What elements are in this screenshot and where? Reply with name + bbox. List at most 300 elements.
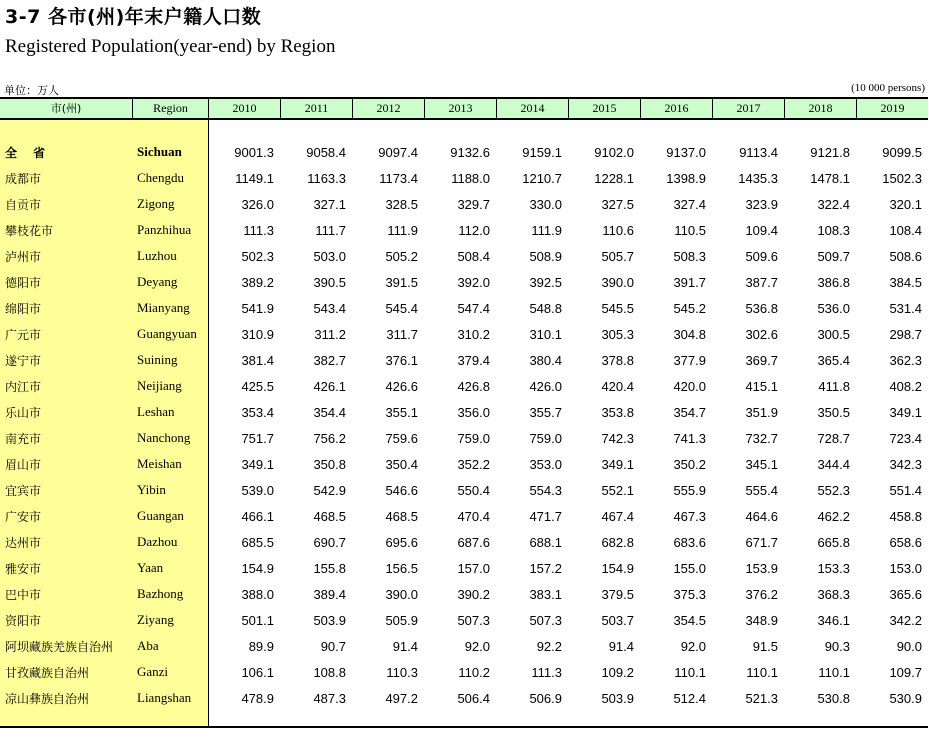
population-value: 1149.1 [235, 170, 274, 186]
population-value: 348.9 [745, 612, 778, 628]
population-value: 386.8 [817, 274, 850, 290]
population-value: 154.9 [601, 560, 634, 576]
table-row [0, 347, 928, 373]
population-value: 542.9 [313, 482, 346, 498]
region-name-en: Yaan [137, 560, 164, 575]
population-value: 759.6 [385, 430, 418, 446]
population-value: 9132.6 [450, 144, 490, 160]
population-value: 310.9 [241, 326, 274, 342]
header-year: 2014 [496, 99, 568, 118]
page-title-english: Registered Population(year-end) by Region [5, 36, 336, 57]
population-value: 467.4 [601, 508, 634, 524]
population-value: 110.1 [674, 664, 706, 680]
population-value: 426.0 [529, 378, 562, 394]
population-value: 90.0 [896, 638, 922, 654]
population-value: 311.7 [386, 326, 418, 342]
region-name-cn: 达州市 [5, 535, 42, 550]
population-value: 1435.3 [738, 170, 778, 186]
region-name-en: Yibin [137, 482, 166, 497]
population-value: 732.7 [745, 430, 778, 446]
population-value: 552.3 [817, 482, 850, 498]
population-value: 390.0 [601, 274, 634, 290]
region-name-cn: 广安市 [5, 509, 42, 524]
population-value: 310.1 [529, 326, 562, 342]
table-body [0, 139, 928, 711]
population-value: 110.1 [818, 664, 850, 680]
table-row [0, 581, 928, 607]
population-value: 91.4 [392, 638, 418, 654]
population-value: 9058.4 [306, 144, 346, 160]
population-value: 153.3 [817, 560, 850, 576]
table-row [0, 295, 928, 321]
population-value: 688.1 [529, 534, 562, 550]
region-name-en: Aba [137, 638, 159, 653]
population-value: 392.0 [457, 274, 490, 290]
population-value: 300.5 [817, 326, 850, 342]
population-value: 506.4 [457, 690, 490, 706]
population-value: 690.7 [313, 534, 346, 550]
population-value: 154.9 [241, 560, 274, 576]
region-name-en: Ziyang [137, 612, 174, 627]
population-value: 110.3 [386, 664, 418, 680]
population-value: 342.3 [889, 456, 922, 472]
population-value: 1228.1 [594, 170, 634, 186]
population-value: 384.5 [889, 274, 922, 290]
population-value: 550.4 [457, 482, 490, 498]
region-name-en: Guangan [137, 508, 184, 523]
population-value: 349.1 [601, 456, 634, 472]
population-value: 547.4 [457, 300, 490, 316]
region-name-en: Bazhong [137, 586, 184, 601]
population-value: 665.8 [817, 534, 850, 550]
population-value: 467.3 [673, 508, 706, 524]
region-name-cn: 内江市 [5, 379, 42, 394]
table-row [0, 529, 928, 555]
population-value: 1210.7 [522, 170, 562, 186]
population-value: 391.5 [385, 274, 418, 290]
header-year: 2012 [352, 99, 424, 118]
population-value: 742.3 [601, 430, 634, 446]
population-value: 376.1 [385, 352, 418, 368]
population-value: 9159.1 [522, 144, 562, 160]
population-value: 328.5 [385, 196, 418, 212]
population-value: 541.9 [241, 300, 274, 316]
region-name-cn: 甘孜藏族自治州 [5, 665, 90, 680]
population-value: 106.1 [241, 664, 274, 680]
population-value: 728.7 [817, 430, 850, 446]
population-value: 349.1 [241, 456, 274, 472]
population-value: 426.1 [313, 378, 346, 394]
population-value: 390.5 [313, 274, 346, 290]
population-value: 548.8 [529, 300, 562, 316]
population-value: 759.0 [457, 430, 490, 446]
population-value: 327.5 [601, 196, 634, 212]
population-value: 354.5 [673, 612, 706, 628]
table-row [0, 425, 928, 451]
population-value: 349.1 [889, 404, 922, 420]
population-value: 390.0 [385, 586, 418, 602]
population-value: 353.0 [529, 456, 562, 472]
table-header [0, 97, 928, 120]
region-name-cn: 成都市 [5, 171, 42, 186]
population-value: 379.5 [601, 586, 634, 602]
population-value: 304.8 [673, 326, 706, 342]
region-name-en: Liangshan [137, 690, 192, 705]
population-value: 91.5 [752, 638, 778, 654]
population-value: 92.0 [680, 638, 706, 654]
region-name-cn: 雅安市 [5, 561, 42, 576]
table-row [0, 555, 928, 581]
region-name-cn: 眉山市 [5, 457, 42, 472]
population-value: 521.3 [745, 690, 778, 706]
region-name-cn: 攀枝花市 [5, 223, 54, 238]
population-value: 682.8 [601, 534, 634, 550]
region-name-cn: 绵阳市 [5, 301, 42, 316]
population-value: 92.2 [536, 638, 562, 654]
table-row [0, 607, 928, 633]
region-name-cn: 巴中市 [5, 587, 42, 602]
population-value: 426.8 [457, 378, 490, 394]
region-name-en: Panzhihua [137, 222, 192, 237]
header-year: 2010 [208, 99, 280, 118]
population-value: 425.5 [241, 378, 274, 394]
population-value: 350.4 [385, 456, 418, 472]
population-value: 92.0 [464, 638, 490, 654]
table-row [0, 685, 928, 711]
population-value: 1478.1 [810, 170, 850, 186]
population-value: 509.6 [745, 248, 778, 264]
unit-label-chinese: 单位：万人 [4, 84, 59, 97]
population-value: 345.1 [745, 456, 778, 472]
population-value: 415.1 [745, 378, 778, 394]
population-value: 9001.3 [234, 144, 274, 160]
population-value: 329.7 [457, 196, 490, 212]
population-value: 109.2 [601, 664, 634, 680]
population-value: 685.5 [241, 534, 274, 550]
population-value: 111.3 [243, 222, 274, 238]
region-name-cn: 乐山市 [5, 405, 42, 420]
population-value: 375.3 [673, 586, 706, 602]
population-value: 508.4 [457, 248, 490, 264]
population-value: 503.0 [313, 248, 346, 264]
population-value: 110.1 [746, 664, 778, 680]
population-value: 320.1 [889, 196, 922, 212]
population-value: 9102.0 [594, 144, 634, 160]
population-value: 111.9 [387, 222, 418, 238]
population-value: 741.3 [673, 430, 706, 446]
population-value: 378.8 [601, 352, 634, 368]
population-value: 90.7 [320, 638, 346, 654]
population-value: 365.4 [817, 352, 850, 368]
region-name-cn: 自贡市 [5, 197, 42, 212]
population-value: 508.3 [673, 248, 706, 264]
population-value: 420.4 [601, 378, 634, 394]
population-value: 108.8 [313, 664, 346, 680]
population-value: 503.7 [601, 612, 634, 628]
population-value: 1502.3 [882, 170, 922, 186]
population-value: 330.0 [529, 196, 562, 212]
population-value: 90.3 [824, 638, 850, 654]
population-value: 390.2 [457, 586, 490, 602]
population-value: 356.0 [457, 404, 490, 420]
header-year: 2011 [280, 99, 352, 118]
population-value: 110.2 [458, 664, 490, 680]
population-value: 369.7 [745, 352, 778, 368]
population-value: 507.3 [457, 612, 490, 628]
population-value: 392.5 [529, 274, 562, 290]
population-value: 112.0 [458, 222, 490, 238]
region-name-cn: 南充市 [5, 431, 42, 446]
population-value: 408.2 [889, 378, 922, 394]
table-row [0, 165, 928, 191]
population-value: 9121.8 [810, 144, 850, 160]
population-value: 382.7 [313, 352, 346, 368]
population-value: 687.6 [457, 534, 490, 550]
population-value: 302.6 [745, 326, 778, 342]
population-value: 9137.0 [666, 144, 706, 160]
population-value: 368.3 [817, 586, 850, 602]
population-value: 353.8 [601, 404, 634, 420]
population-value: 471.7 [529, 508, 562, 524]
population-value: 298.7 [889, 326, 922, 342]
population-table [0, 97, 928, 728]
population-value: 759.0 [529, 430, 562, 446]
population-value: 543.4 [313, 300, 346, 316]
table-row [0, 243, 928, 269]
region-name-en: Nanchong [137, 430, 191, 445]
population-value: 383.1 [529, 586, 562, 602]
population-value: 487.3 [313, 690, 346, 706]
region-name-cn: 遂宁市 [5, 353, 42, 368]
header-region-cn: 市(州) [0, 99, 132, 118]
population-value: 379.4 [457, 352, 490, 368]
population-value: 508.9 [529, 248, 562, 264]
region-name-en: Chengdu [137, 170, 184, 185]
table-row [0, 373, 928, 399]
unit-label-english: (10 000 persons) [851, 82, 925, 94]
population-value: 365.6 [889, 586, 922, 602]
population-value: 683.6 [673, 534, 706, 550]
region-name-cn: 广元市 [5, 327, 42, 342]
population-value: 153.0 [889, 560, 922, 576]
population-value: 695.6 [385, 534, 418, 550]
region-name-cn: 凉山彝族自治州 [5, 691, 90, 706]
population-value: 545.5 [601, 300, 634, 316]
population-value: 507.3 [529, 612, 562, 628]
population-value: 109.4 [745, 222, 778, 238]
table-row [0, 269, 928, 295]
population-value: 536.0 [817, 300, 850, 316]
population-value: 156.5 [385, 560, 418, 576]
population-value: 111.7 [315, 222, 346, 238]
region-name-en: Guangyuan [137, 326, 197, 341]
population-value: 530.9 [889, 690, 922, 706]
population-value: 350.5 [817, 404, 850, 420]
population-value: 352.2 [457, 456, 490, 472]
header-year: 2018 [784, 99, 856, 118]
region-name-en: Dazhou [137, 534, 178, 549]
population-value: 387.7 [745, 274, 778, 290]
population-value: 1173.4 [379, 170, 418, 186]
region-name-en: Meishan [137, 456, 182, 471]
population-value: 497.2 [385, 690, 418, 706]
population-value: 355.1 [385, 404, 418, 420]
region-name-en: Mianyang [137, 300, 190, 315]
table-bottom-rule [0, 726, 928, 728]
population-value: 155.8 [313, 560, 346, 576]
population-value: 1188.0 [451, 170, 490, 186]
population-value: 1163.3 [307, 170, 346, 186]
population-value: 470.4 [457, 508, 490, 524]
population-value: 503.9 [313, 612, 346, 628]
population-value: 108.3 [817, 222, 850, 238]
population-value: 322.4 [817, 196, 850, 212]
population-value: 350.2 [673, 456, 706, 472]
region-name-cn: 宜宾市 [5, 483, 42, 498]
population-value: 108.4 [889, 222, 922, 238]
population-value: 468.5 [313, 508, 346, 524]
population-value: 353.4 [241, 404, 274, 420]
region-name-en: Suining [137, 352, 178, 367]
table-row [0, 399, 928, 425]
table-row [0, 217, 928, 243]
population-value: 153.9 [745, 560, 778, 576]
population-value: 381.4 [241, 352, 274, 368]
population-value: 531.4 [889, 300, 922, 316]
region-name-en: Luzhou [137, 248, 177, 263]
population-value: 157.0 [457, 560, 490, 576]
population-value: 506.9 [529, 690, 562, 706]
population-value: 502.3 [241, 248, 274, 264]
population-value: 326.0 [241, 196, 274, 212]
table-row [0, 659, 928, 685]
region-name-cn: 德阳市 [5, 275, 42, 290]
table-row [0, 503, 928, 529]
population-value: 157.2 [529, 560, 562, 576]
table-row [0, 321, 928, 347]
population-value: 723.4 [889, 430, 922, 446]
region-name-cn: 阿坝藏族羌族自治州 [5, 639, 114, 654]
header-year: 2019 [856, 99, 928, 118]
population-value: 751.7 [241, 430, 274, 446]
population-value: 388.0 [241, 586, 274, 602]
population-value: 464.6 [745, 508, 778, 524]
population-value: 508.6 [889, 248, 922, 264]
population-value: 671.7 [745, 534, 778, 550]
population-value: 362.3 [889, 352, 922, 368]
region-name-cn: 泸州市 [5, 249, 42, 264]
population-value: 351.9 [745, 404, 778, 420]
population-value: 9097.4 [378, 144, 418, 160]
population-value: 355.7 [529, 404, 562, 420]
population-value: 509.7 [817, 248, 850, 264]
population-value: 305.3 [601, 326, 634, 342]
population-value: 89.9 [248, 638, 274, 654]
population-value: 323.9 [745, 196, 778, 212]
region-name-cn: 全 省 [5, 145, 52, 160]
population-value: 327.1 [313, 196, 346, 212]
population-value: 346.1 [817, 612, 850, 628]
population-value: 555.4 [745, 482, 778, 498]
population-value: 9113.4 [739, 144, 778, 160]
population-value: 350.8 [313, 456, 346, 472]
population-value: 310.2 [457, 326, 490, 342]
header-year: 2017 [712, 99, 784, 118]
header-year: 2013 [424, 99, 496, 118]
population-value: 155.0 [673, 560, 706, 576]
population-value: 552.1 [601, 482, 634, 498]
population-value: 111.3 [531, 664, 562, 680]
population-value: 536.8 [745, 300, 778, 316]
population-value: 503.9 [601, 690, 634, 706]
population-value: 505.9 [385, 612, 418, 628]
population-value: 505.2 [385, 248, 418, 264]
population-value: 458.8 [889, 508, 922, 524]
page-title-chinese: 3-7 各市(州)年末户籍人口数 [5, 6, 262, 28]
population-value: 376.2 [745, 586, 778, 602]
population-value: 389.2 [241, 274, 274, 290]
population-value: 545.2 [673, 300, 706, 316]
population-value: 462.2 [817, 508, 850, 524]
population-value: 411.8 [818, 378, 850, 394]
population-value: 420.0 [673, 378, 706, 394]
population-value: 389.4 [313, 586, 346, 602]
population-value: 91.4 [608, 638, 634, 654]
population-value: 342.2 [889, 612, 922, 628]
table-row [0, 477, 928, 503]
population-value: 380.4 [529, 352, 562, 368]
population-value: 658.6 [889, 534, 922, 550]
population-value: 354.4 [313, 404, 346, 420]
population-value: 111.9 [531, 222, 562, 238]
population-value: 9099.5 [882, 144, 922, 160]
region-name-en: Ganzi [137, 664, 169, 679]
population-value: 110.5 [674, 222, 706, 238]
region-name-en: Leshan [137, 404, 175, 419]
table-row [0, 633, 928, 659]
population-value: 539.0 [241, 482, 274, 498]
population-value: 377.9 [673, 352, 706, 368]
population-value: 505.7 [601, 248, 634, 264]
population-value: 327.4 [673, 196, 706, 212]
population-value: 109.7 [889, 664, 922, 680]
region-name-en: Zigong [137, 196, 175, 211]
population-value: 501.1 [241, 612, 274, 628]
population-value: 551.4 [889, 482, 922, 498]
header-year: 2015 [568, 99, 640, 118]
header-year: 2016 [640, 99, 712, 118]
population-value: 478.9 [241, 690, 274, 706]
region-name-en: Deyang [137, 274, 178, 289]
population-value: 554.3 [529, 482, 562, 498]
population-value: 546.6 [385, 482, 418, 498]
population-value: 530.8 [817, 690, 850, 706]
region-name-en: Sichuan [137, 144, 182, 159]
population-value: 391.7 [673, 274, 706, 290]
population-value: 344.4 [817, 456, 850, 472]
population-value: 555.9 [673, 482, 706, 498]
population-value: 512.4 [673, 690, 706, 706]
population-value: 466.1 [241, 508, 274, 524]
population-value: 545.4 [385, 300, 418, 316]
region-name-cn: 资阳市 [5, 613, 42, 628]
population-value: 468.5 [385, 508, 418, 524]
population-value: 311.2 [314, 326, 346, 342]
table-row [0, 191, 928, 217]
region-name-en: Neijiang [137, 378, 182, 393]
table-row-total [0, 139, 928, 165]
header-region-en: Region [132, 99, 208, 118]
